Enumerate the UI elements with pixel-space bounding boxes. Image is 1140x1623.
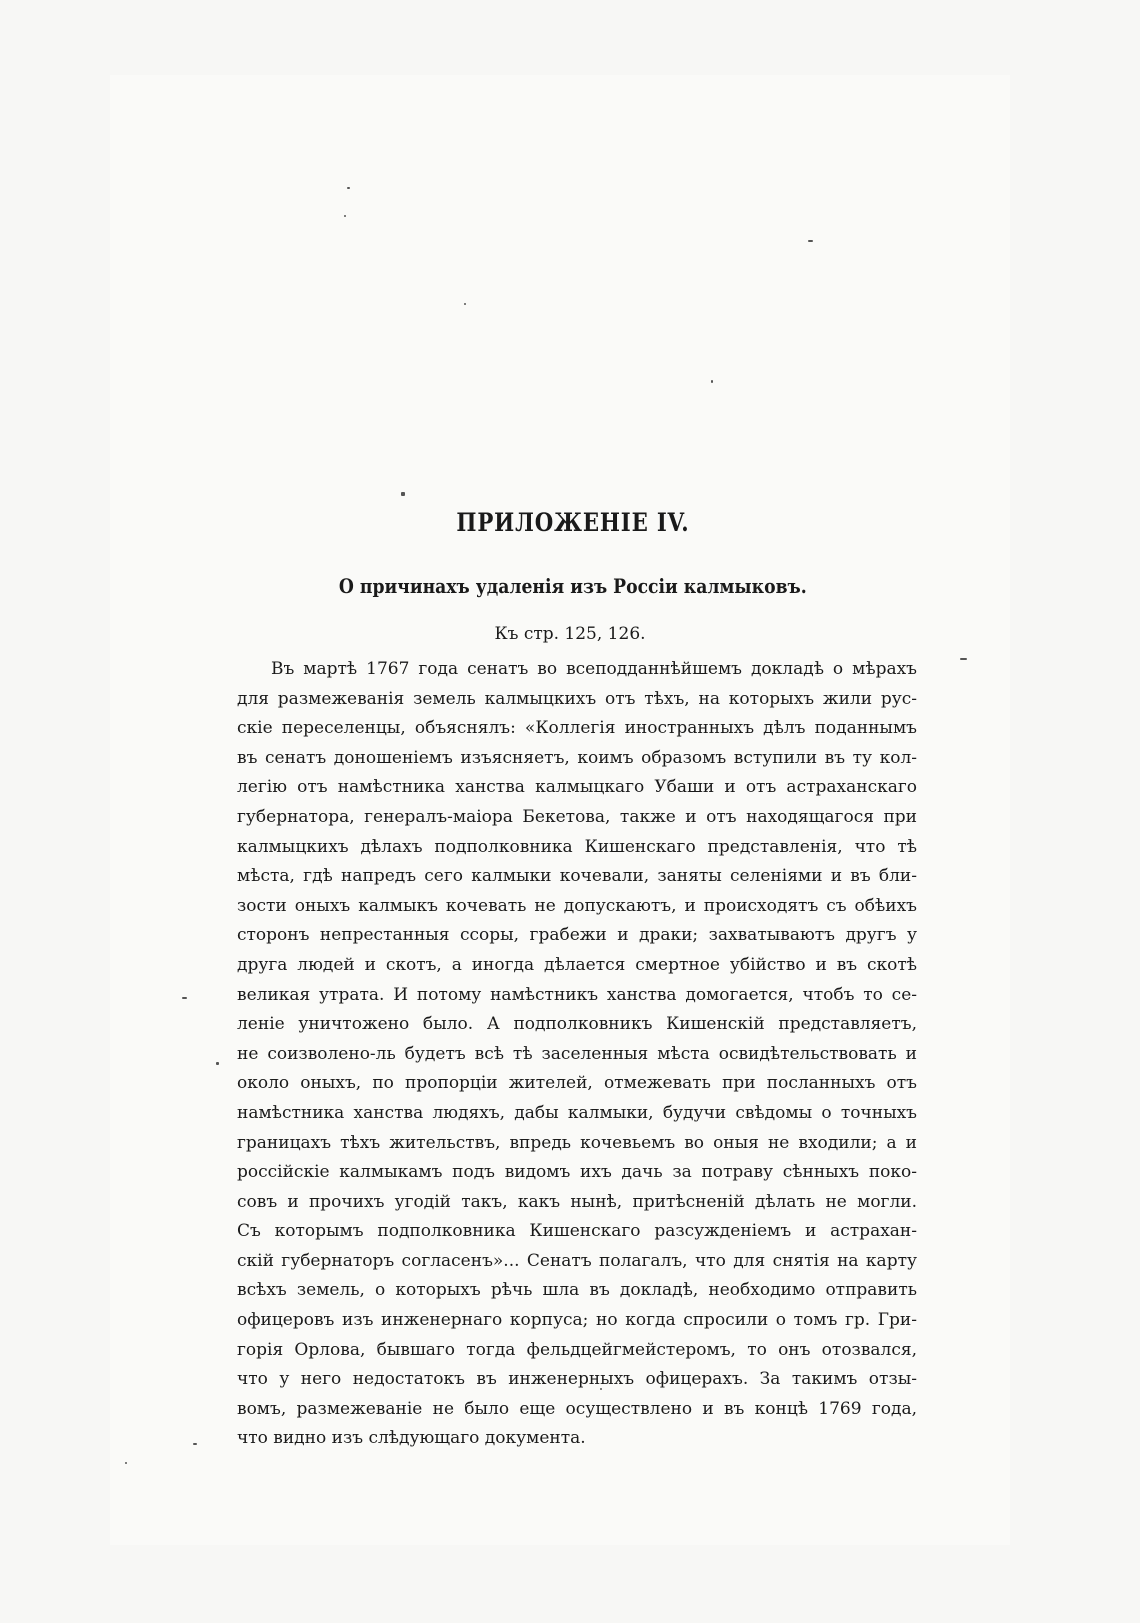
text-line: леніе уничтожено было. А подполковникъ Кишенскій представляетъ, <box>237 1014 917 1035</box>
scan-speck <box>960 658 967 660</box>
text-line: друга людей и скотъ, а иногда дѣлается смертное убійство и въ скотѣ <box>237 954 917 975</box>
scan-speck <box>711 380 713 383</box>
body-paragraph <box>237 655 917 1454</box>
text-line: горія Орлова, бывшаго тогда фельдцейгмейстеромъ, то онъ отозвался, <box>237 1339 917 1360</box>
text-line: зости оныхъ калмыкъ кочевать не допускаютъ, и происходятъ съ обѣихъ <box>237 895 917 916</box>
text-line: мѣста, гдѣ напредъ сего калмыки кочевали, заняты селеніями и въ бли- <box>237 866 917 887</box>
text-line: совъ и прочихъ угодій такъ, какъ нынѣ, притѣсненій дѣлать не могли. <box>237 1191 917 1212</box>
scan-speck <box>344 215 346 217</box>
text-line: намѣстника ханства людяхъ, дабы калмыки, будучи свѣдомы о точныхъ <box>237 1102 917 1123</box>
text-line: что у него недостатокъ въ инженерныхъ офицерахъ. За такимъ отзы- <box>237 1369 917 1390</box>
scan-speck <box>808 240 813 242</box>
text-line: россійскіе калмыкамъ подъ видомъ ихъ дачь за потраву сѣнныхъ поко- <box>237 1162 917 1183</box>
text-line: сторонъ непрестанныя ссоры, грабежи и драки; захватываютъ другъ у <box>237 925 917 946</box>
text-line: калмыцкихъ дѣлахъ подполковника Кишенскаго представленія, что тѣ <box>237 836 917 857</box>
text-line: не соизволено-ль будетъ всѣ тѣ заселенныя мѣста освидѣтельствовать и <box>237 1043 917 1064</box>
scan-speck <box>401 492 405 496</box>
text-line: границахъ тѣхъ жительствъ, впредь кочевьемъ во оныя не входили; а и <box>237 1132 917 1153</box>
text-line: скіе переселенцы, объяснялъ: «Коллегія иностранныхъ дѣлъ поданнымъ <box>237 718 917 739</box>
scan-speck <box>464 303 466 305</box>
text-line: что видно изъ слѣдующаго документа. <box>237 1428 586 1449</box>
text-line: около оныхъ, по пропорціи жителей, отмежевать при посланныхъ отъ <box>237 1073 917 1094</box>
text-line: Съ которымъ подполковника Кишенскаго разсужденіемъ и астрахан- <box>237 1221 917 1242</box>
appendix-subtitle: О причинахъ удаленія изъ Россіи калмыковъ. <box>338 574 807 598</box>
text-line: скій губернаторъ согласенъ»... Сенатъ полагалъ, что для снятія на карту <box>237 1250 917 1271</box>
page-reference: Къ стр. 125, 126. <box>494 624 646 644</box>
text-line: для размежеванія земель калмыцкихъ отъ тѣхъ, на которыхъ жили рус- <box>237 688 917 709</box>
text-line: Въ мартѣ 1767 года сенатъ во всеподданнѣйшемъ докладѣ о мѣрахъ <box>271 659 917 679</box>
scan-speck <box>193 1443 197 1445</box>
text-line: офицеровъ изъ инженернаго корпуса; но когда спросили о томъ гр. Гри- <box>237 1310 917 1331</box>
text-line: въ сенатъ доношеніемъ изъясняетъ, коимъ образомъ вступили въ ту кол- <box>237 747 917 768</box>
text-line: губернатора, генералъ-маіора Бекетова, также и отъ находящагося при <box>237 806 917 827</box>
text-line: великая утрата. И потому намѣстникъ ханства домогается, чтобъ то се- <box>237 984 917 1005</box>
scan-speck <box>182 997 187 999</box>
scan-speck <box>125 1462 127 1464</box>
appendix-title: ПРИЛОЖЕНІЕ IV. <box>456 508 690 537</box>
scan-speck <box>347 187 350 189</box>
text-line: легію отъ намѣстника ханства калмыцкаго Убаши и отъ астраханскаго <box>237 777 917 798</box>
text-line: вомъ, размежеваніе не было еще осуществлено и въ концѣ 1769 года, <box>237 1398 917 1419</box>
scan-speck <box>216 1062 219 1065</box>
text-line: всѣхъ земель, о которыхъ рѣчь шла въ докладѣ, необходимо отправить <box>237 1280 917 1301</box>
